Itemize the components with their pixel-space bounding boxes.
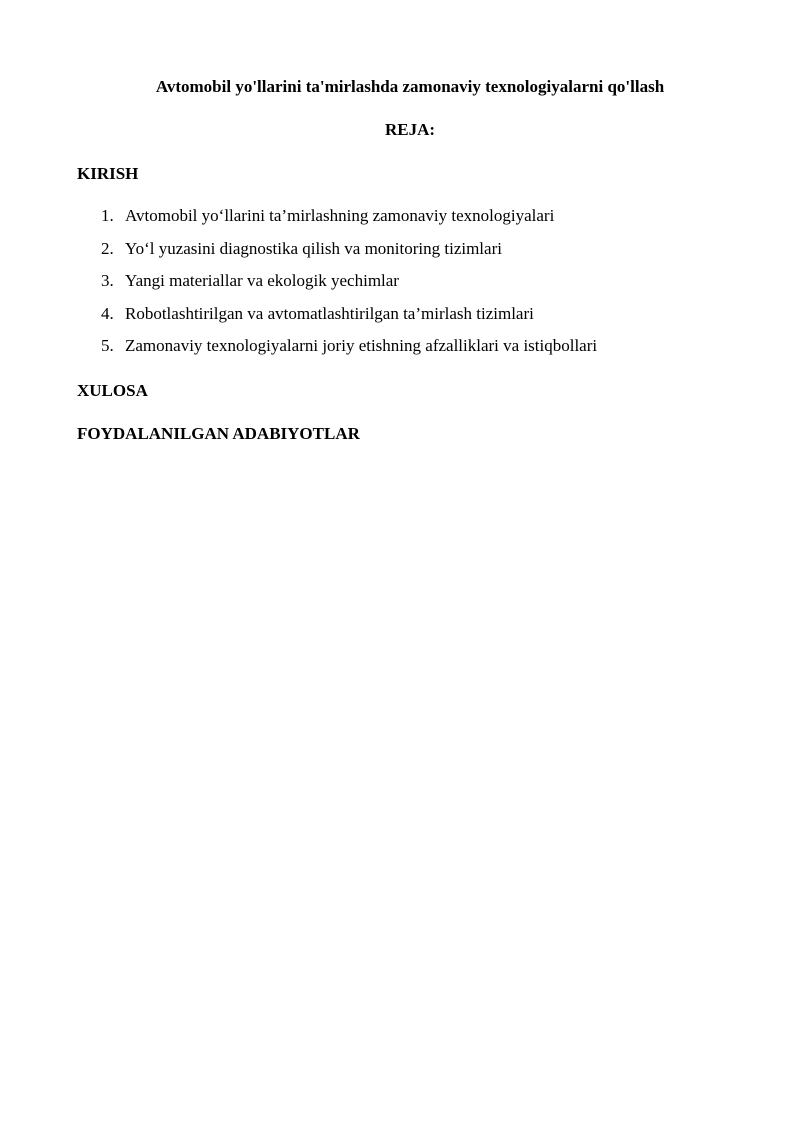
plan-item-text: Yangi materiallar va ekologik yechimlar	[125, 271, 399, 290]
plan-item-text: Robotlashtirilgan va avtomatlashtirilgan ta’mirlash tizimlari	[125, 303, 534, 323]
conclusion-heading: XULOSA	[77, 381, 148, 400]
plan-item-number: 1.	[101, 206, 114, 225]
plan-item-number: 5.	[101, 336, 114, 355]
plan-item-text: Avtomobil yo‘llarini ta’mirlashning zamonaviy texnologiyalari	[125, 206, 555, 225]
plan-heading: REJA:	[384, 120, 436, 139]
plan-item-number: 4.	[101, 303, 114, 323]
plan-item-text: Yo‘l yuzasini diagnostika qilish va monitoring tizimlari	[125, 238, 502, 258]
plan-item-number: 3.	[101, 271, 114, 290]
document-title: Avtomobil yo'llarini ta'mirlashda zamonaviy texnologiyalarni qo'llash	[155, 77, 665, 96]
plan-item-text: Zamonaviy texnologiyalarni joriy etishning afzalliklari va istiqbollari	[125, 336, 598, 355]
plan-item-number: 2.	[101, 238, 114, 258]
references-heading: FOYDALANILGAN ADABIYOTLAR	[77, 424, 360, 443]
intro-heading: KIRISH	[77, 164, 139, 183]
